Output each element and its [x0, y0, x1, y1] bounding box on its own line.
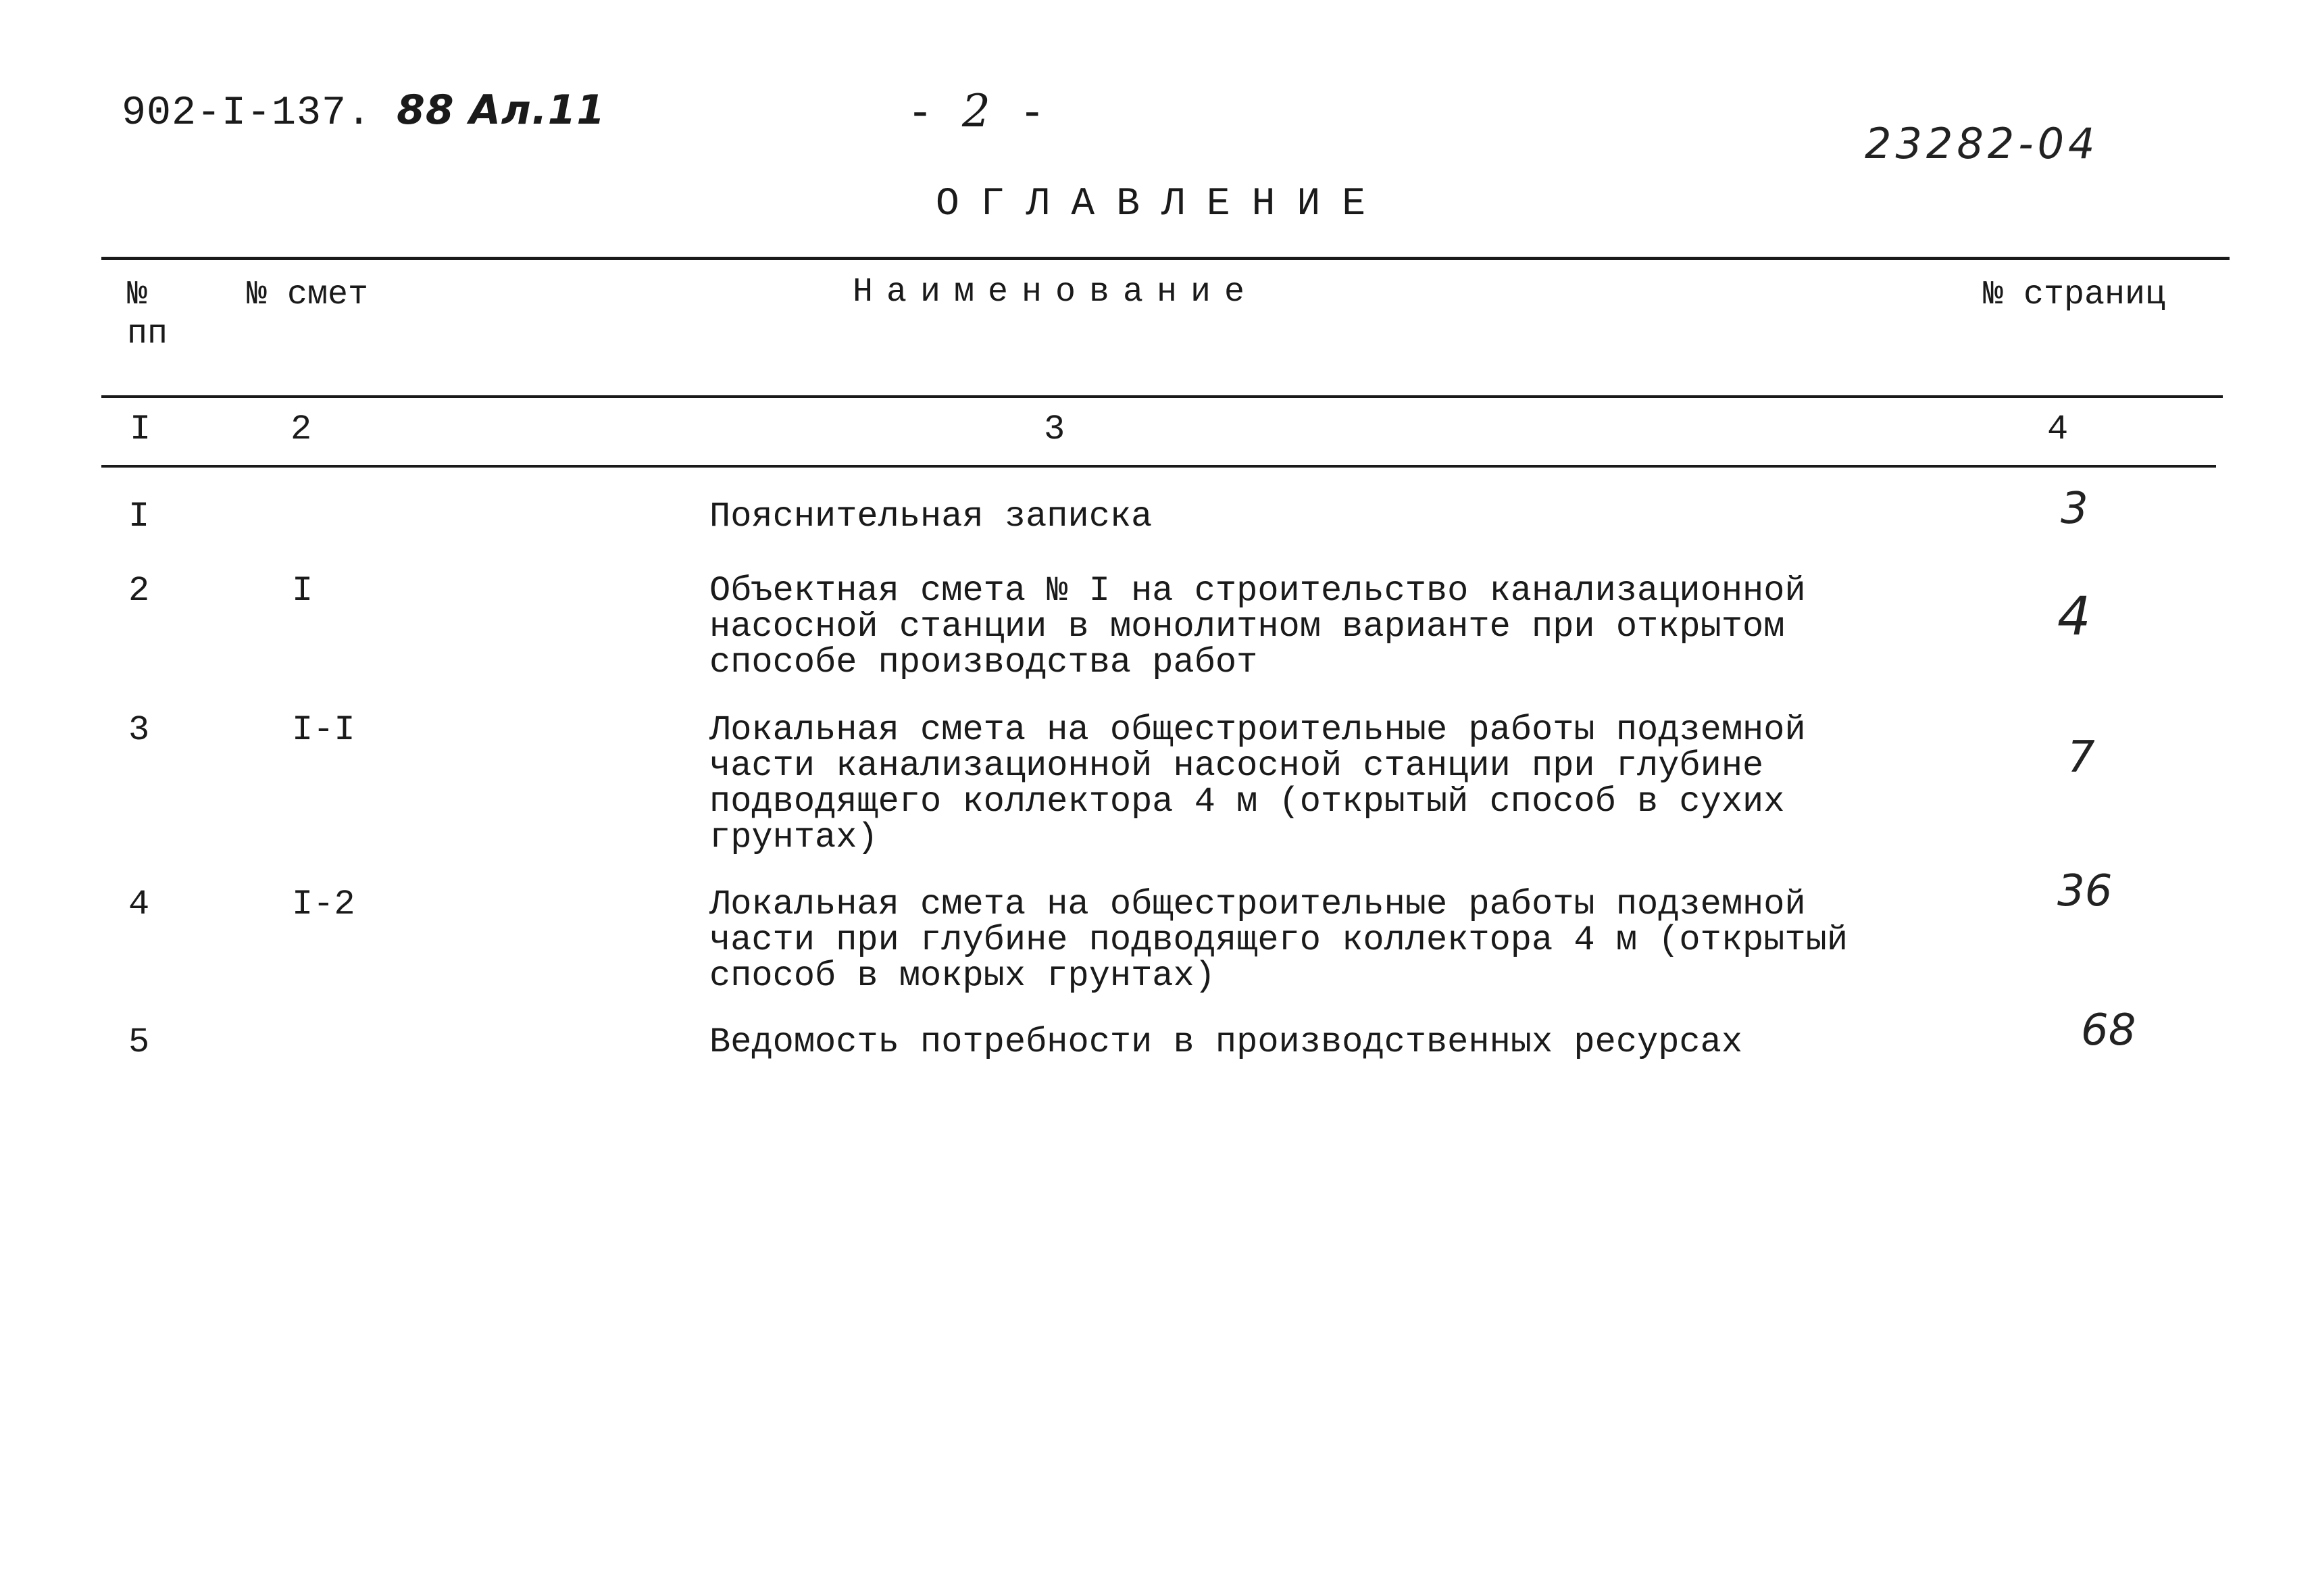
column-index-3: 3	[1044, 409, 1065, 449]
document-code	[122, 86, 605, 136]
row-name: Локальная смета на общестроительные работы подземной части при глубине подводящего коллектора 4 м (открытый способ в мокрых грунтах)	[709, 884, 1848, 996]
page-number-value: 2	[961, 85, 1024, 137]
document-code-handwritten: 88 Ал.11	[397, 86, 606, 134]
page-number	[912, 85, 1074, 137]
row-estimate: I-2	[292, 884, 355, 924]
row-name: Локальная смета на общестроительные работы подземной части канализационной насосной станции при глубине подводящего коллектора 4 м (открытый способ в сухих грунтах)	[709, 710, 1806, 857]
column-index-4: 4	[2047, 409, 2069, 449]
column-header-number	[127, 276, 168, 354]
row-page: 7	[2067, 732, 2095, 782]
row-name: Ведомость потребности в производственных ресурсах	[709, 1022, 1743, 1062]
row-estimate: I-I	[292, 710, 355, 750]
row-number: 3	[128, 710, 150, 750]
row-page: 3	[2061, 484, 2088, 534]
row-page: 68	[2081, 1005, 2136, 1055]
inventory-number: 23282-04	[1865, 119, 2099, 168]
column-header-pages: № страниц	[1983, 276, 2166, 314]
row-number: 4	[128, 884, 150, 924]
column-header-number-line2: пп	[127, 315, 168, 353]
row-name: Объектная смета № I на строительство канализационной насосной станции в монолитном варианте при открытом способе производства работ	[709, 571, 1806, 682]
row-number: I	[128, 497, 150, 537]
table-header-rule	[101, 395, 2223, 398]
column-index-2: 2	[291, 409, 312, 449]
column-index-1: I	[130, 409, 151, 449]
page-title: ОГЛАВЛЕНИЕ	[936, 182, 1388, 226]
table-top-rule	[101, 257, 2230, 260]
row-estimate: I	[292, 571, 313, 611]
column-header-estimate: № смет	[247, 276, 369, 314]
row-number: 2	[128, 571, 150, 611]
table-index-rule	[101, 465, 2216, 468]
document-code-printed: 902-I-137.	[122, 91, 372, 136]
row-name: Пояснительная записка	[709, 497, 1153, 537]
row-page: 36	[2057, 866, 2113, 916]
row-page: 4	[2057, 587, 2091, 647]
page-dash-right: -	[1024, 85, 1074, 137]
column-header-name: Наименование	[853, 273, 1259, 311]
column-header-number-line1: №	[127, 276, 148, 314]
page-dash-left: -	[912, 85, 962, 137]
row-number: 5	[128, 1022, 150, 1062]
